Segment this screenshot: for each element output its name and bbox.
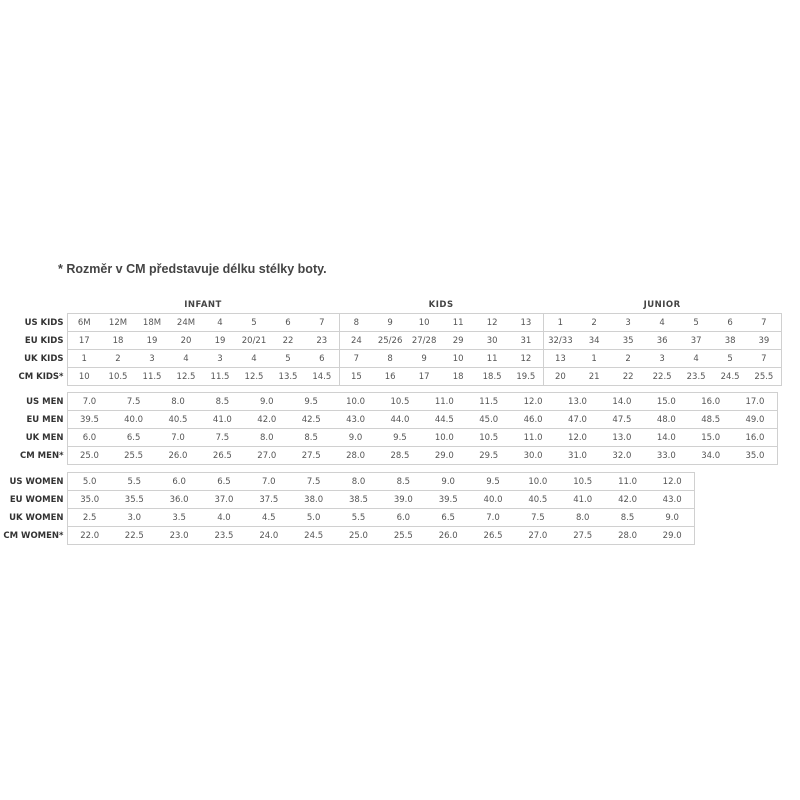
size-cell: 41.0 — [200, 411, 244, 429]
size-cell: 42.5 — [289, 411, 333, 429]
women-size-row — [0, 509, 695, 527]
size-cell: 25.0 — [336, 527, 381, 545]
size-cell: 22.5 — [645, 368, 679, 386]
size-cell: 6.5 — [111, 429, 155, 447]
kids-size-row — [0, 332, 781, 350]
size-cell: 7.0 — [471, 509, 516, 527]
size-cell: 22.0 — [67, 527, 112, 545]
size-cell: 6.5 — [426, 509, 471, 527]
size-cell: 11.5 — [467, 393, 511, 411]
size-cell: 1 — [67, 350, 101, 368]
size-cell: 11.0 — [511, 429, 555, 447]
size-cell: 12.0 — [511, 393, 555, 411]
size-cell: 9.5 — [289, 393, 333, 411]
women-size-table — [0, 472, 695, 545]
size-cell: 8.0 — [245, 429, 289, 447]
size-cell: 19 — [203, 332, 237, 350]
size-cell: 26.0 — [156, 447, 200, 465]
size-cell: 11 — [441, 314, 475, 332]
size-cell: 8.5 — [289, 429, 333, 447]
size-cell: 36.0 — [157, 491, 202, 509]
size-cell: 37.5 — [246, 491, 291, 509]
size-cell: 49.0 — [733, 411, 778, 429]
size-cell: 17.0 — [733, 393, 778, 411]
size-cell: 39.0 — [381, 491, 426, 509]
men-size-row — [0, 429, 778, 447]
size-cell: 43.0 — [650, 491, 695, 509]
size-cell: 19.5 — [509, 368, 543, 386]
size-cell: 2 — [611, 350, 645, 368]
size-cell: 47.0 — [555, 411, 599, 429]
size-cell: 26.5 — [471, 527, 516, 545]
size-cell: 31.0 — [555, 447, 599, 465]
size-cell: 9 — [407, 350, 441, 368]
size-cell: 39.5 — [67, 411, 111, 429]
size-cell: 35.0 — [733, 447, 778, 465]
size-cell: 8.0 — [336, 473, 381, 491]
size-cell: 30 — [475, 332, 509, 350]
size-cell: 11 — [475, 350, 509, 368]
size-cell: 15.0 — [644, 393, 688, 411]
size-cell: 1 — [543, 314, 577, 332]
size-cell: 6.0 — [157, 473, 202, 491]
size-cell: 40.5 — [515, 491, 560, 509]
size-cell: 7 — [747, 314, 781, 332]
size-cell: 12 — [475, 314, 509, 332]
size-cell: 5.0 — [67, 473, 112, 491]
size-cell: 4 — [237, 350, 271, 368]
size-cell: 18 — [441, 368, 475, 386]
size-cell: 20/21 — [237, 332, 271, 350]
size-cell: 4 — [645, 314, 679, 332]
size-cell: 5 — [271, 350, 305, 368]
group-header-junior: JUNIOR — [643, 300, 681, 310]
size-cell: 11.0 — [422, 393, 466, 411]
size-cell: 3 — [645, 350, 679, 368]
size-cell: 10 — [67, 368, 101, 386]
size-cell: 27.5 — [289, 447, 333, 465]
size-cell: 12.5 — [169, 368, 203, 386]
kids-size-row — [0, 314, 781, 332]
size-cell: 8.5 — [381, 473, 426, 491]
size-cell: 10.5 — [378, 393, 422, 411]
size-cell: 24.5 — [291, 527, 336, 545]
kids-size-row — [0, 350, 781, 368]
size-cell: 6.5 — [202, 473, 247, 491]
size-cell: 27.5 — [560, 527, 605, 545]
size-cell: 7.0 — [246, 473, 291, 491]
size-cell: 24 — [339, 332, 373, 350]
size-cell: 18 — [101, 332, 135, 350]
size-cell: 8 — [339, 314, 373, 332]
size-cell: 41.0 — [560, 491, 605, 509]
row-label: EU WOMEN — [9, 494, 64, 505]
size-cell: 5 — [237, 314, 271, 332]
row-label: CM KIDS* — [18, 371, 64, 382]
size-cell: 11.0 — [605, 473, 650, 491]
size-cell: 14.0 — [600, 393, 644, 411]
size-cell: 14.5 — [305, 368, 339, 386]
kids-size-row — [0, 368, 781, 386]
size-cell: 19 — [135, 332, 169, 350]
size-cell: 10.5 — [560, 473, 605, 491]
kids-group-header — [0, 297, 781, 314]
size-cell: 12M — [101, 314, 135, 332]
size-cell: 39 — [747, 332, 781, 350]
size-cell: 25.5 — [381, 527, 426, 545]
row-label: UK KIDS — [24, 353, 64, 364]
size-cell: 42.0 — [605, 491, 650, 509]
size-cell: 9.5 — [378, 429, 422, 447]
size-cell: 24M — [169, 314, 203, 332]
size-cell: 12.0 — [650, 473, 695, 491]
size-cell: 4.5 — [246, 509, 291, 527]
size-cell: 20 — [169, 332, 203, 350]
size-cell: 29.5 — [467, 447, 511, 465]
size-cell: 6.0 — [67, 429, 111, 447]
row-label: US KIDS — [24, 317, 64, 328]
size-cell: 3.0 — [112, 509, 157, 527]
size-cell: 40.0 — [471, 491, 516, 509]
size-cell: 5.5 — [336, 509, 381, 527]
size-cell: 16.0 — [733, 429, 778, 447]
row-label: US MEN — [26, 396, 64, 407]
size-cell: 37 — [679, 332, 713, 350]
size-cell: 12.0 — [555, 429, 599, 447]
size-cell: 24.0 — [246, 527, 291, 545]
size-cell: 38 — [713, 332, 747, 350]
row-label: EU KIDS — [24, 335, 64, 346]
size-cell: 3.5 — [157, 509, 202, 527]
size-cell: 11.5 — [135, 368, 169, 386]
size-cell: 25/26 — [373, 332, 407, 350]
size-cell: 14.0 — [644, 429, 688, 447]
size-cell: 8.0 — [156, 393, 200, 411]
size-cell: 9.5 — [471, 473, 516, 491]
size-cell: 18.5 — [475, 368, 509, 386]
size-cell: 9.0 — [245, 393, 289, 411]
men-size-row — [0, 411, 778, 429]
size-cell: 28.0 — [333, 447, 377, 465]
size-cell: 3 — [203, 350, 237, 368]
size-cell: 15 — [339, 368, 373, 386]
size-cell: 25.0 — [67, 447, 111, 465]
size-cell: 28.0 — [605, 527, 650, 545]
size-cell: 23.5 — [679, 368, 713, 386]
row-label: UK MEN — [25, 432, 64, 443]
size-cell: 29.0 — [650, 527, 695, 545]
size-cell: 26.5 — [200, 447, 244, 465]
size-cell: 5.0 — [291, 509, 336, 527]
men-size-table — [0, 392, 778, 465]
size-cell: 33.0 — [644, 447, 688, 465]
size-cell: 7.5 — [111, 393, 155, 411]
size-cell: 10.5 — [101, 368, 135, 386]
size-cell: 13.5 — [271, 368, 305, 386]
size-cell: 42.0 — [245, 411, 289, 429]
size-cell: 44.5 — [422, 411, 466, 429]
size-cell: 25.5 — [747, 368, 781, 386]
size-cell: 27/28 — [407, 332, 441, 350]
size-cell: 9.0 — [650, 509, 695, 527]
size-cell: 23.0 — [157, 527, 202, 545]
size-cell: 3 — [135, 350, 169, 368]
size-cell: 10 — [441, 350, 475, 368]
size-cell: 48.5 — [688, 411, 732, 429]
size-cell: 8 — [373, 350, 407, 368]
size-cell: 30.0 — [511, 447, 555, 465]
size-cell: 22.5 — [112, 527, 157, 545]
size-cell: 13 — [509, 314, 543, 332]
size-cell: 10.0 — [422, 429, 466, 447]
men-size-row — [0, 447, 778, 465]
size-cell: 6 — [713, 314, 747, 332]
size-cell: 27.0 — [515, 527, 560, 545]
size-cell: 12 — [509, 350, 543, 368]
size-cell: 7.5 — [200, 429, 244, 447]
size-cell: 40.5 — [156, 411, 200, 429]
size-cell: 16.0 — [688, 393, 732, 411]
size-cell: 34 — [577, 332, 611, 350]
size-cell: 6 — [271, 314, 305, 332]
size-cell: 7.5 — [515, 509, 560, 527]
size-cell: 4 — [203, 314, 237, 332]
size-cell: 20 — [543, 368, 577, 386]
size-cell: 35.5 — [112, 491, 157, 509]
size-cell: 18M — [135, 314, 169, 332]
size-cell: 17 — [67, 332, 101, 350]
size-cell: 44.0 — [378, 411, 422, 429]
size-cell: 22 — [611, 368, 645, 386]
size-cell: 5 — [713, 350, 747, 368]
size-cell: 7.0 — [156, 429, 200, 447]
size-cell: 48.0 — [644, 411, 688, 429]
size-cell: 2.5 — [67, 509, 112, 527]
men-size-row — [0, 393, 778, 411]
size-cell: 10.0 — [333, 393, 377, 411]
size-cell: 7.5 — [291, 473, 336, 491]
women-size-row — [0, 473, 695, 491]
kids-header-spacer — [0, 297, 67, 314]
size-cell: 31 — [509, 332, 543, 350]
group-header-infant: INFANT — [184, 300, 222, 310]
women-size-row — [0, 527, 695, 545]
size-cell: 37.0 — [202, 491, 247, 509]
size-cell: 4 — [169, 350, 203, 368]
size-cell: 38.0 — [291, 491, 336, 509]
women-size-row — [0, 491, 695, 509]
row-label: CM WOMEN* — [3, 530, 64, 541]
size-cell: 24.5 — [713, 368, 747, 386]
size-cell: 4 — [679, 350, 713, 368]
size-cell: 35.0 — [67, 491, 112, 509]
size-cell: 4.0 — [202, 509, 247, 527]
size-cell: 1 — [577, 350, 611, 368]
size-cell: 43.0 — [333, 411, 377, 429]
kids-size-table — [0, 297, 782, 386]
size-cell: 2 — [577, 314, 611, 332]
size-cell: 28.5 — [378, 447, 422, 465]
size-cell: 47.5 — [600, 411, 644, 429]
size-cell: 13 — [543, 350, 577, 368]
size-cell: 36 — [645, 332, 679, 350]
size-cell: 9.0 — [426, 473, 471, 491]
size-cell: 21 — [577, 368, 611, 386]
size-cell: 45.0 — [467, 411, 511, 429]
size-cell: 26.0 — [426, 527, 471, 545]
size-cell: 27.0 — [245, 447, 289, 465]
size-cell: 3 — [611, 314, 645, 332]
size-cell: 5 — [679, 314, 713, 332]
size-cell: 5.5 — [112, 473, 157, 491]
row-label: UK WOMEN — [9, 512, 64, 523]
size-cell: 8.5 — [200, 393, 244, 411]
size-cell: 23 — [305, 332, 339, 350]
size-cell: 15.0 — [688, 429, 732, 447]
size-cell: 32/33 — [543, 332, 577, 350]
row-label: EU MEN — [26, 414, 64, 425]
row-label: CM MEN* — [20, 450, 64, 461]
size-cell: 23.5 — [202, 527, 247, 545]
size-cell: 6 — [305, 350, 339, 368]
size-cell: 12.5 — [237, 368, 271, 386]
size-cell: 34.0 — [688, 447, 732, 465]
size-cell: 22 — [271, 332, 305, 350]
size-cell: 7 — [305, 314, 339, 332]
size-cell: 10.5 — [467, 429, 511, 447]
size-cell: 9 — [373, 314, 407, 332]
size-cell: 6M — [67, 314, 101, 332]
size-cell: 17 — [407, 368, 441, 386]
size-cell: 13.0 — [555, 393, 599, 411]
size-cell: 11.5 — [203, 368, 237, 386]
size-note: * Rozměr v CM představuje délku stélky boty. — [58, 262, 327, 276]
size-cell: 29 — [441, 332, 475, 350]
size-cell: 10.0 — [515, 473, 560, 491]
size-cell: 35 — [611, 332, 645, 350]
size-cell: 39.5 — [426, 491, 471, 509]
size-cell: 9.0 — [333, 429, 377, 447]
size-cell: 46.0 — [511, 411, 555, 429]
size-cell: 16 — [373, 368, 407, 386]
size-cell: 7 — [747, 350, 781, 368]
size-cell: 32.0 — [600, 447, 644, 465]
row-label: US WOMEN — [9, 476, 64, 487]
size-cell: 8.5 — [605, 509, 650, 527]
size-cell: 10 — [407, 314, 441, 332]
group-header-kids: KIDS — [428, 300, 454, 310]
size-cell: 6.0 — [381, 509, 426, 527]
size-cell: 38.5 — [336, 491, 381, 509]
size-cell: 40.0 — [111, 411, 155, 429]
size-cell: 7 — [339, 350, 373, 368]
size-cell: 2 — [101, 350, 135, 368]
size-cell: 29.0 — [422, 447, 466, 465]
size-cell: 13.0 — [600, 429, 644, 447]
size-cell: 25.5 — [111, 447, 155, 465]
size-cell: 8.0 — [560, 509, 605, 527]
size-cell: 7.0 — [67, 393, 111, 411]
